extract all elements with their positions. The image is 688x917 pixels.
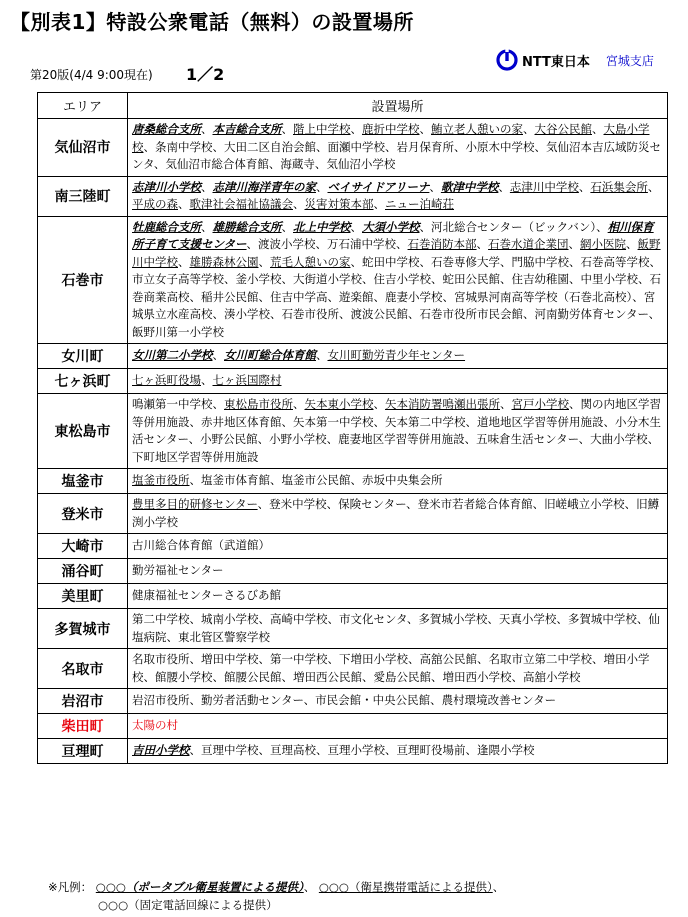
place-text: 、: [316, 179, 328, 194]
place-text: 、: [578, 179, 591, 194]
area-name: 大崎市: [38, 534, 128, 559]
place-text: 、: [626, 237, 638, 251]
header-places: 設置場所: [128, 93, 668, 119]
legend-fixed: ○○○（固定電話回線による提供）: [98, 897, 278, 912]
area-name: 南三陸町: [38, 176, 128, 216]
area-name: 石巻市: [38, 216, 128, 344]
place-text: 、河北総合センター（ビックバン）、: [419, 219, 608, 234]
places-cell: [128, 394, 668, 469]
place-mobile: 鹿折中学校: [362, 122, 420, 136]
places-cell: [128, 689, 668, 714]
place-mobile: 塩釜市役所: [132, 473, 190, 488]
place-mobile: 豊里多目的研修センター: [132, 497, 258, 511]
area-name: 気仙沼市: [38, 119, 128, 177]
place-text: 、: [500, 397, 512, 411]
place-mobile: 七ヶ浜国際村: [212, 373, 282, 388]
legend-prefix: ※凡例：: [48, 880, 93, 894]
place-satellite: 雄勝総合支所: [212, 219, 282, 234]
place-mobile: ニュー泊崎荘: [385, 197, 454, 211]
place-text: 古川総合体育館（武道館）: [132, 538, 270, 553]
table-row: [38, 344, 668, 369]
table-row: [38, 216, 668, 344]
header-area: エリア: [38, 93, 128, 119]
place-mobile: 大谷公民館: [534, 122, 592, 136]
area-name: 多賀城市: [38, 609, 128, 649]
place-mobile: 飯野川中学校: [132, 237, 661, 269]
table-row: [38, 689, 668, 714]
table-row: [38, 609, 668, 649]
place-text: 、条南中学校、大田二区自治会館、面瀬中学校、岩月保育所、小原木中学校、気仙沼本吉広域防災センタ、気仙沼市総合体育館、海蔵寺、気仙沼小学校: [132, 139, 661, 171]
area-name: 東松島市: [38, 394, 128, 469]
place-text: 、蛇田中学校、石巻専修大学、門脇中学校、石巻高等学校、市立女子高等学校、釜小学校、大街道小学校、住吉小学校、蛇田公民館、住吉幼稚園、中里小学校、石巻商業高校、稲井公民館、住吉中学高、遊楽館、鹿妻小学校、宮城県河南高等学校（石巻北高校）、宮城県立水産高校、湊小学校、石巻市役所、渡波公民館、石巻市役所市民会館、河南勤労体育センター、飯野川第一小学校: [132, 254, 661, 339]
place-mobile: 東松島市役所: [224, 397, 293, 411]
place-text: 、: [293, 197, 305, 211]
area-name: 登米市: [38, 494, 128, 534]
place-mobile: 鮪立老人憩いの家: [431, 122, 523, 136]
place-text: 、: [178, 254, 190, 269]
places-cell: [128, 584, 668, 609]
place-text: 、亘理中学校、亘理高校、亘理小学校、亘理町役場前、逢隈小学校: [189, 743, 535, 758]
place-text: 、塩釜市体育館、塩釜市公民館、赤坂中央集会所: [189, 473, 443, 488]
legend-separator: 、: [492, 880, 505, 894]
legend: [48, 879, 504, 914]
places-cell: [128, 714, 668, 739]
page-indicator: 1／2: [186, 65, 225, 84]
place-mobile: 石巻水道企業団: [488, 237, 569, 251]
place-text: 、: [429, 179, 441, 194]
place-mobile: 大島小学校: [132, 122, 650, 154]
place-text: 、: [647, 179, 660, 194]
places-cell: [128, 494, 668, 534]
page-title: 【別表1】特設公衆電話（無料）の設置場所: [10, 10, 414, 34]
place-satellite: 女川第二小学校: [132, 348, 213, 363]
place-text: 鳴瀬第一中学校、: [132, 397, 224, 411]
place-satellite: 北上中学校: [293, 219, 351, 234]
brand-name: NTT東日本: [522, 54, 590, 70]
table-row: [38, 739, 668, 764]
place-text: 健康福祉センターさるびあ館: [132, 588, 282, 603]
place-text: 、: [373, 197, 385, 211]
table-header-row: [38, 93, 668, 119]
place-satellite: 歌津中学校: [440, 179, 499, 194]
place-satellite: 牡鹿総合支所: [132, 219, 201, 234]
table-row: [38, 584, 668, 609]
area-name: 岩沼市: [38, 689, 128, 714]
place-text: 第二中学校、城南小学校、高崎中学校、市文化センタ、多賀城小学校、天真小学校、多賀城中学校、仙塩病院、東北管区警察学校: [132, 612, 660, 644]
table-row: [38, 176, 668, 216]
table-row: [38, 394, 668, 469]
table-row: [38, 649, 668, 689]
place-text: 、: [350, 219, 362, 234]
place-mobile: 矢本消防署鳴瀬出張所: [385, 397, 500, 411]
places-cell: [128, 559, 668, 584]
place-text: 、関の内地区学習等併用施設、赤井地区体育館、矢本第一中学校、矢本第二中学校、道地地区学習等併用施設、小分木生活センター、小野公民館、小野小学校、鹿妻地区学習等併用施設、五味倉生活センター、大曲小学校、下町地区学習等併用施設: [132, 397, 661, 464]
place-text: 、: [373, 397, 385, 411]
place-text: 、: [178, 197, 190, 211]
area-name: 七ヶ浜町: [38, 369, 128, 394]
table-row: [38, 714, 668, 739]
places-cell: [128, 469, 668, 494]
place-text: 、: [568, 237, 581, 251]
edition-label: 第20版(4/4 9:00現在): [30, 68, 153, 82]
place-text: 名取市役所、増田中学校、第一中学校、下増田小学校、高舘公民館、名取市立第二中学校、増田小学校、館腰小学校、館腰公民館、増田西公民館、愛島公民館、増田西小学校、高舘小学校: [132, 652, 650, 684]
places-cell: [128, 609, 668, 649]
places-cell: [128, 369, 668, 394]
table-row: [38, 369, 668, 394]
place-mobile: 災害対策本部: [304, 197, 374, 211]
legend-satellite: ○○○（ポータブル衛星装置による提供）: [95, 880, 304, 894]
place-text: 、: [498, 179, 510, 194]
place-text: 、登米中学校、保険センター、登米市若者総合体育館、旧嵯峨立小学校、旧鱒渕小学校: [132, 497, 660, 529]
legend-line-2: [48, 897, 504, 915]
places-cell: [128, 534, 668, 559]
places-cell: [128, 649, 668, 689]
places-cell: [128, 739, 668, 764]
brand: [496, 48, 654, 72]
legend-mobile: ○○○（衛星携帯電話による提供）: [318, 880, 493, 894]
place-text: 、: [419, 122, 431, 136]
place-text: 、: [293, 397, 305, 411]
places-cell: [128, 176, 668, 216]
table-row: [38, 469, 668, 494]
place-text: 、渡波小学校、万石浦中学校、: [246, 237, 408, 251]
place-satellite: 志津川海洋青年の家: [212, 179, 316, 194]
place-text: 、: [592, 122, 604, 136]
installation-table: [37, 92, 668, 764]
legend-separator: 、: [303, 880, 316, 894]
area-name: 亘理町: [38, 739, 128, 764]
place-mobile: 階上中学校: [293, 122, 351, 136]
place-mobile: 網小医院: [580, 237, 627, 251]
area-name: 柴田町: [38, 714, 128, 739]
place-satellite: 大須小学校: [362, 219, 420, 234]
place-satellite: 相川保育所子育て支援センター: [132, 219, 654, 251]
place-satellite: 吉田小学校: [132, 743, 190, 758]
place-mobile: 女川町勤労青少年センター: [327, 348, 466, 363]
place-satellite: ベイサイドアリーナ: [327, 179, 430, 194]
place-text: 、: [476, 237, 489, 251]
place-text: 、: [281, 219, 293, 234]
place-text: 勤労福祉センター: [132, 563, 224, 578]
places-cell: [128, 344, 668, 369]
place-text: 、: [212, 348, 224, 363]
branch-name: 宮城支店: [605, 53, 654, 68]
place-satellite: 本吉総合支所: [212, 122, 282, 136]
places-cell: [128, 216, 668, 344]
place-mobile: 平成の森: [132, 197, 178, 211]
place-text: 、: [201, 179, 213, 194]
place-mobile: 石浜集会所: [590, 179, 648, 194]
place-mobile: 石巻消防本部: [407, 237, 477, 251]
place-text: 、: [523, 122, 535, 136]
place-mobile: 宮戸小学校: [511, 397, 569, 411]
area-name: 美里町: [38, 584, 128, 609]
place-text: 太陽の村: [132, 718, 178, 733]
place-mobile: 荒毛人憩いの家: [270, 254, 351, 269]
legend-line-1: [48, 879, 504, 897]
area-name: 名取市: [38, 649, 128, 689]
table-row: [38, 559, 668, 584]
place-satellite: 志津川小学校: [132, 179, 201, 194]
place-text: 、: [281, 122, 293, 136]
area-name: 女川町: [38, 344, 128, 369]
table-row: [38, 534, 668, 559]
place-satellite: 女川町総合体育館: [224, 348, 316, 363]
place-mobile: 歌津社会福祉協議会: [189, 197, 293, 211]
place-mobile: 雄勝森林公園: [189, 254, 259, 269]
place-text: 、: [316, 348, 328, 363]
table-body: [38, 119, 668, 764]
area-name: 涌谷町: [38, 559, 128, 584]
place-text: 、: [350, 122, 362, 136]
place-satellite: 唐桑総合支所: [132, 122, 201, 136]
place-text: 、: [201, 373, 213, 388]
ntt-logo-icon: [496, 49, 518, 71]
place-text: 、: [258, 254, 270, 269]
table-row: [38, 494, 668, 534]
place-text: 岩沼市役所、勤労者活動センター、市民会館・中央公民館、農村環境改善センター: [132, 693, 557, 708]
table-row: [38, 119, 668, 177]
place-text: 、: [201, 122, 213, 136]
place-mobile: 志津川中学校: [509, 179, 579, 194]
place-text: 、: [201, 219, 213, 234]
places-cell: [128, 119, 668, 177]
area-name: 塩釜市: [38, 469, 128, 494]
place-mobile: 七ヶ浜町役場: [132, 373, 201, 388]
place-mobile: 矢本東小学校: [304, 397, 374, 411]
